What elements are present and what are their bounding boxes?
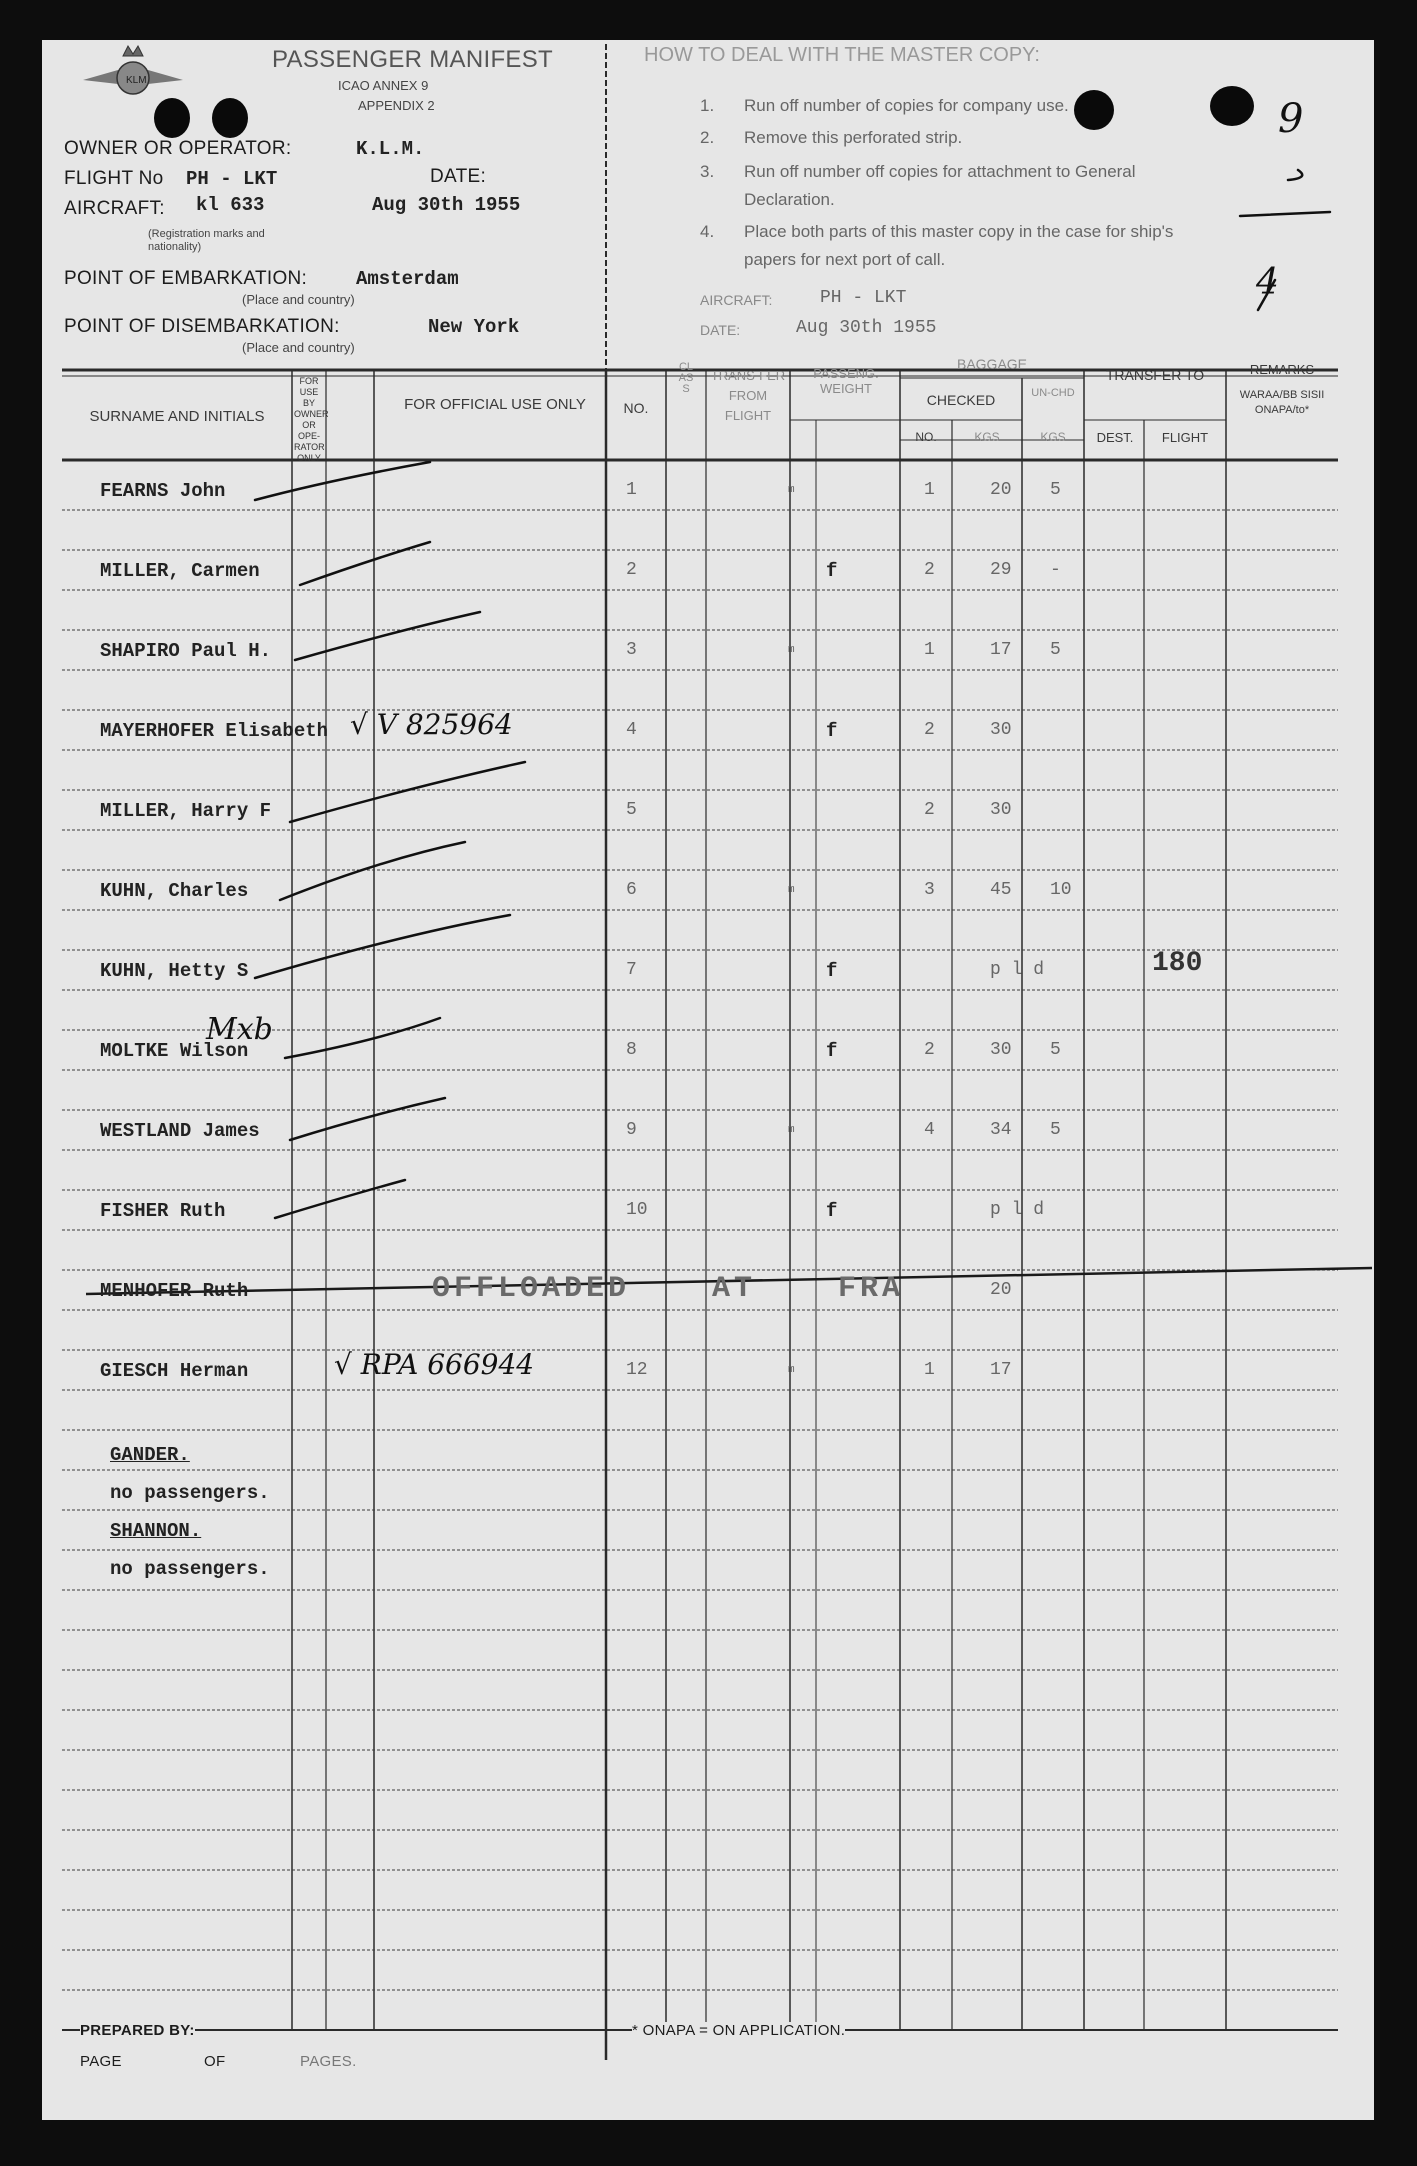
passenger-name: KUHN, Charles [100,880,249,902]
passenger-name: MILLER, Harry F [100,800,272,822]
instruction-number: 3. [700,162,715,181]
col-checked: CHECKED [926,392,996,408]
baggage-count: 2 [924,720,935,740]
passenger-name: FEARNS John [100,480,226,502]
instruction-text: Place both parts of this master copy in the case for ship's [744,222,1174,241]
col-surname: SURNAME AND INITIALS [89,408,265,425]
instructions-date-value: Aug 30th 1955 [796,318,937,338]
embarkation-value: Amsterdam [356,268,459,290]
instruction-number: 2. [700,128,715,147]
instructions-aircraft-label: AIRCRAFT: [700,292,773,308]
passenger-weight: f [826,960,838,982]
passenger-weight: f [826,1040,838,1062]
instructions-title: HOW TO DEAL WITH THE MASTER COPY: [644,44,1040,66]
passenger-number: 5 [626,800,637,820]
passenger-name: FISHER Ruth [100,1200,226,1222]
baggage-count: 2 [924,800,935,820]
instruction-number: 1. [700,96,715,115]
baggage-kgs: p l d [990,960,1045,980]
annex-label: ICAO ANNEX 9 [338,78,429,93]
col-checked-no: NO. [915,430,937,444]
owner-label: OWNER OR OPERATOR: [64,138,292,159]
col-owner-use: FOR USE BY OWNER OR OPE-RATOR ONLY [294,376,329,463]
unchecked-kgs: 5 [1050,1120,1061,1140]
col-class: CLASS [678,361,694,395]
instruction-text: Declaration. [744,190,835,209]
col-passenger-weight: PASSENG. WEIGHT [813,366,879,396]
passenger-name: SHAPIRO Paul H. [100,640,272,662]
baggage-count: 1 [924,480,935,500]
col-remarks-codes: WARAA/BB SISII ONAPA/to* [1239,389,1325,416]
handwritten-official-note: √ RPA 666944 [334,1348,535,1381]
col-transfer-from: TRANS-FER FROM FLIGHT [710,368,786,423]
transfer-flight: 180 [1152,948,1203,979]
passenger-name: MENHOFER Ruth [100,1280,249,1302]
embarkation-label: POINT OF EMBARKATION: [64,268,308,289]
col-remarks: REMARKS [1249,362,1315,377]
instruction-text: Run off number of copies for company use. [744,96,1069,115]
passenger-class-mark: m [788,1364,795,1376]
passenger-number: 8 [626,1040,637,1060]
col-official-use: FOR OFFICIAL USE ONLY [404,396,586,413]
passenger-number: 1 [626,480,637,500]
passenger-number: 4 [626,720,637,740]
manifest-title: PASSENGER MANIFEST [272,46,554,73]
baggage-count: 3 [924,880,935,900]
date-label: DATE: [430,166,487,187]
klm-crown-logo-icon [78,40,188,118]
passenger-name: WESTLAND James [100,1120,260,1142]
baggage-kgs: 29 [990,560,1012,580]
disembarkation-value: New York [428,316,520,338]
baggage-kgs: 30 [990,1040,1012,1060]
passenger-name: MOLTKE Wilson [100,1040,249,1062]
passenger-number: 2 [626,560,637,580]
baggage-kgs: 30 [990,800,1012,820]
instruction-text: Run off number off copies for attachment to General [744,162,1136,181]
baggage-count: 4 [924,1120,935,1140]
unchecked-kgs: 5 [1050,480,1061,500]
handwritten-page-number: 4 [1256,262,1279,303]
baggage-count: 1 [924,1360,935,1380]
page-label: PAGE [80,2053,122,2070]
passenger-number: 6 [626,880,637,900]
disembarkation-label: POINT OF DISEMBARKATION: [64,316,340,337]
flight-value: PH - LKT [186,168,278,190]
handwritten-page-count: 9 [1278,96,1304,142]
baggage-kgs: 17 [990,1360,1012,1380]
passenger-number: 7 [626,960,637,980]
of-label: OF [204,2053,226,2070]
stopover-note: no passengers. [110,1558,270,1580]
baggage-kgs: 20 [990,1280,1012,1300]
baggage-kgs: 30 [990,720,1012,740]
embarkation-note: (Place and country) [242,292,355,307]
col-transfer-to: TRANSFER TO [1105,367,1205,383]
baggage-kgs: p l d [990,1200,1045,1220]
stopover-place: GANDER. [110,1444,190,1466]
col-dest: DEST. [1096,430,1134,445]
passenger-number: 10 [626,1200,648,1220]
baggage-count: 2 [924,560,935,580]
passenger-weight: f [826,560,838,582]
flight-label: FLIGHT No [64,168,164,189]
disembarkation-note: (Place and country) [242,340,355,355]
passenger-number: 3 [626,640,637,660]
passenger-class-mark: m [788,884,795,896]
stopover-place: SHANNON. [110,1520,202,1542]
aircraft-value: kl 633 [196,194,265,216]
passenger-name: GIESCH Herman [100,1360,249,1382]
passenger-number: 9 [626,1120,637,1140]
col-unchecked-kgs: KGS [1040,430,1066,444]
pages-label: PAGES. [300,2053,357,2070]
svg-text:KLM: KLM [126,75,147,86]
instruction-text: papers for next port of call. [744,250,946,269]
baggage-kgs: 34 [990,1120,1012,1140]
handwritten-initials: Mxb [206,1012,273,1047]
instructions-aircraft-value: PH - LKT [820,288,907,308]
aircraft-label: AIRCRAFT: [64,198,165,219]
owner-value: K.L.M. [356,138,425,160]
passenger-name: MILLER, Carmen [100,560,260,582]
col-flight: FLIGHT [1161,430,1209,445]
baggage-kgs: 45 [990,880,1012,900]
baggage-kgs: 20 [990,480,1012,500]
passenger-class-mark: m [788,1124,795,1136]
instruction-text: Remove this perforated strip. [744,128,963,147]
passenger-class-mark: m [788,484,795,496]
appendix-label: APPENDIX 2 [358,98,435,113]
unchecked-kgs: 5 [1050,640,1061,660]
offloaded-stamp: OFFLOADED AT FRA [432,1272,905,1306]
handwritten-official-note: √ V 825964 [350,708,513,741]
col-baggage: BAGGAGE [956,356,1028,372]
col-unchecked: UN-CHD [1031,387,1075,399]
date-value: Aug 30th 1955 [372,194,521,216]
unchecked-kgs: 10 [1050,880,1072,900]
passenger-name: MAYERHOFER Elisabeth [100,720,329,742]
baggage-kgs: 17 [990,640,1012,660]
passenger-name: KUHN, Hetty S [100,960,249,982]
onapa-note: * ONAPA = ON APPLICATION. [632,2022,846,2039]
passenger-weight: f [826,1200,838,1222]
registration-note: (Registration marks and nationality) [148,228,265,253]
unchecked-kgs: 5 [1050,1040,1061,1060]
passenger-weight: f [826,720,838,742]
unchecked-kgs: - [1050,560,1061,580]
col-no: NO. [623,400,649,416]
instruction-number: 4. [700,222,715,241]
prepared-by-label: PREPARED BY: [80,2022,195,2039]
passenger-class-mark: m [788,644,795,656]
baggage-count: 1 [924,640,935,660]
stopover-note: no passengers. [110,1482,270,1504]
passenger-number: 12 [626,1360,648,1380]
instructions-date-label: DATE: [700,322,741,338]
col-checked-kgs: KGS [974,430,1000,444]
baggage-count: 2 [924,1040,935,1060]
